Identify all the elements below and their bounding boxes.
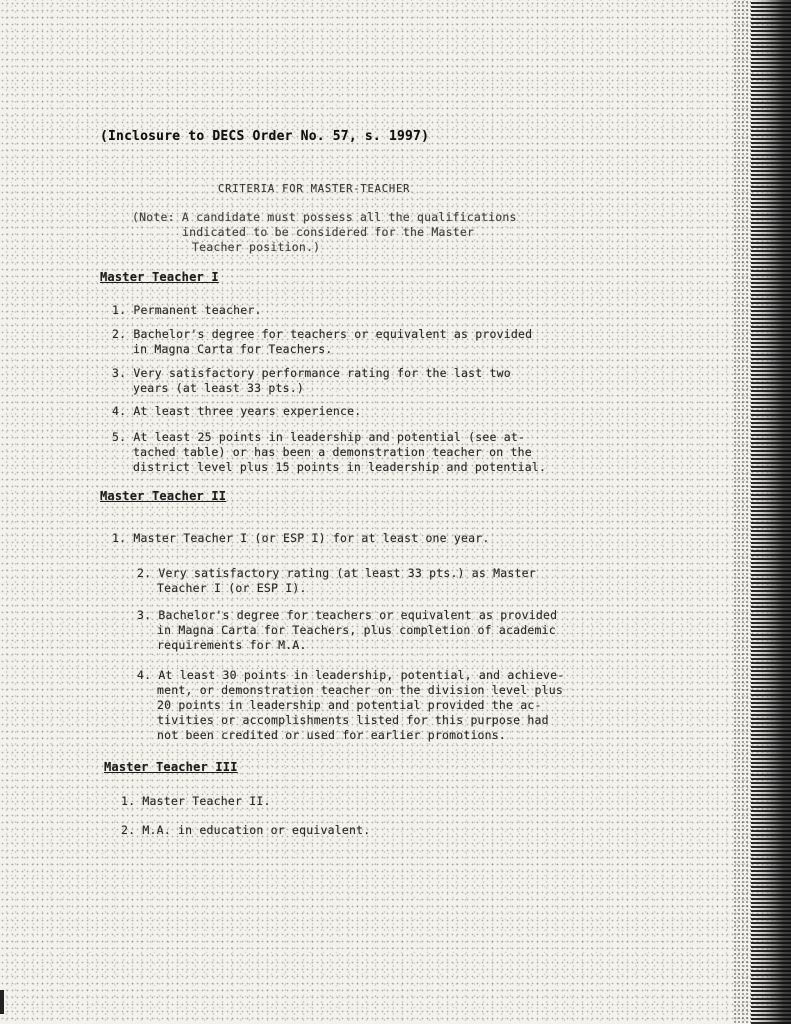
note-line-2: indicated to be considered for the Master: [182, 225, 475, 239]
list-item-continuation: ment, or demonstration teacher on the division level plus: [157, 683, 564, 697]
list-item-continuation: in Magna Carta for Teachers, plus completion of academic: [157, 623, 556, 637]
list-item-continuation: district level plus 15 points in leadership and potential.: [133, 460, 547, 474]
list-item: 1. Master Teacher II.: [121, 794, 271, 808]
section-heading-master-teacher-1: Master Teacher I: [100, 270, 219, 284]
document-title: CRITERIA FOR MASTER-TEACHER: [218, 183, 411, 195]
inclosure-reference: (Inclosure to DECS Order No. 57, s. 1997): [100, 129, 430, 144]
list-item: 1. Master Teacher I (or ESP I) for at least one year.: [112, 531, 490, 545]
list-item-continuation: years (at least 33 pts.): [133, 381, 304, 395]
note-line-3: Teacher position.): [192, 240, 321, 254]
scan-edge-mark: [0, 990, 4, 1014]
list-item: 2. Bachelor's degree for teachers or equivalent as provided: [112, 327, 533, 341]
list-item: 2. Very satisfactory rating (at least 33 pts.) as Master: [137, 566, 536, 580]
list-item-continuation: requirements for M.A.: [157, 638, 307, 652]
list-item-continuation: tivities or accomplishments listed for this purpose had: [157, 713, 549, 727]
scan-dark-edge: [751, 0, 791, 1024]
list-item: 2. M.A. in education or equivalent.: [121, 823, 371, 837]
list-item: 4. At least three years experience.: [112, 404, 362, 418]
section-heading-master-teacher-3: Master Teacher III: [104, 760, 238, 774]
list-item-continuation: 20 points in leadership and potential provided the ac-: [157, 698, 542, 712]
list-item: 3. Very satisfactory performance rating for the last two: [112, 366, 511, 380]
list-item: 4. At least 30 points in leadership, potential, and achieve-: [137, 668, 565, 682]
note-line-1: (Note: A candidate must possess all the qualifications: [132, 210, 517, 224]
list-item-continuation: tached table) or has been a demonstration teacher on the: [133, 445, 532, 459]
section-heading-master-teacher-2: Master Teacher II: [100, 489, 227, 503]
list-item-continuation: Teacher I (or ESP I).: [157, 581, 307, 595]
list-item: 5. At least 25 points in leadership and potential (see at-: [112, 430, 526, 444]
list-item: 1. Permanent teacher.: [112, 303, 262, 317]
list-item: 3. Bachelor's degree for teachers or equivalent as provided: [137, 608, 558, 622]
list-item-continuation: not been credited or used for earlier promotions.: [157, 728, 507, 742]
list-item-continuation: in Magna Carta for Teachers.: [133, 342, 333, 356]
